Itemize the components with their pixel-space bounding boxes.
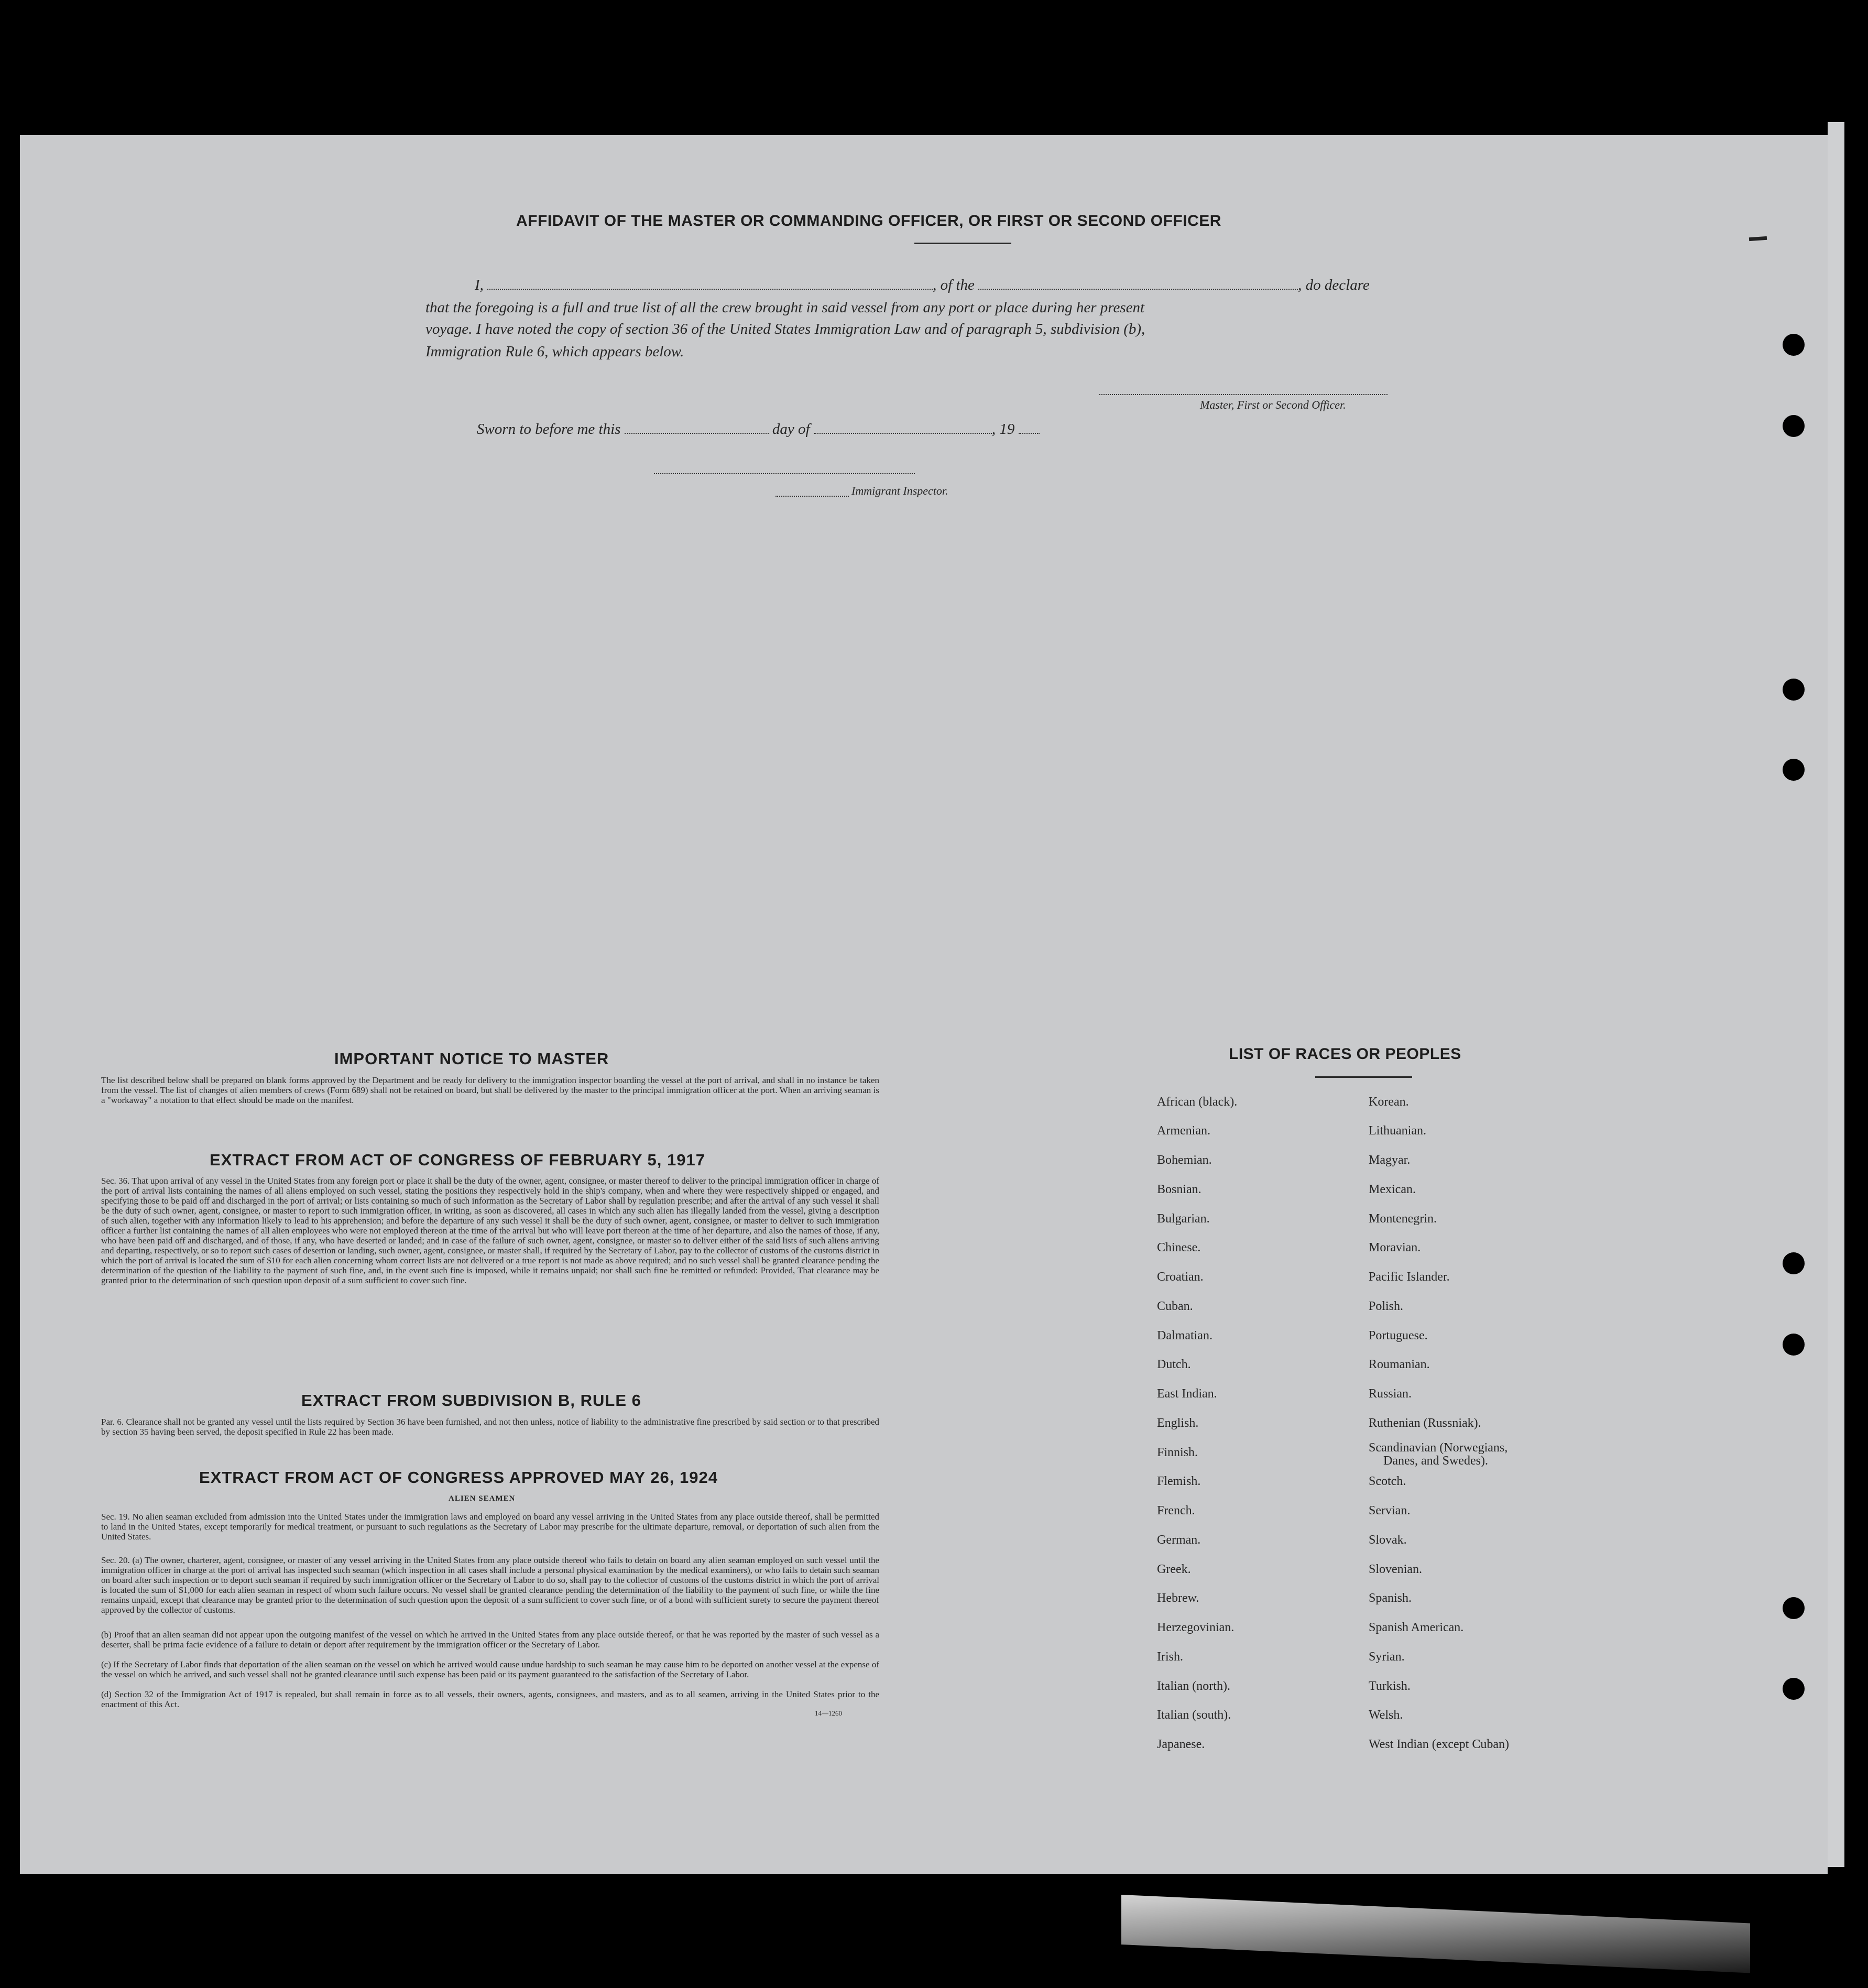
races-heading-rule: [1315, 1076, 1412, 1078]
act-1924-sec20a-text: Sec. 20. (a) The owner, charterer, agent, consignee, or master of any vessel arriving in the United States from any place outside thereof who fails to detain on board any alien seaman employed on such vessel until the immigration officer in charge at the port of arrival has inspected such seaman (which inspection in all cases shall include a personal physical examination by the medical examiners), or who fails to detain such seaman on board after such inspection or to deport such seaman if required by such immigration officer or the Secretary of Labor to do so, shall pay to the collector of customs of the customs district in which the port of arrival is located the sum of $1,000 for each alien seaman in respect of whom such failure occurs. No vessel shall be granted clearance pending the determination of the liability to the payment of such fine, or while the fine remains unpaid, except that clearance may be granted prior to the determination of such question upon the deposit of a sum sufficient to cover such fine, or of a bond with sufficient surety to secure the payment thereof approved by the collector of customs.: [101, 1555, 879, 1615]
rule-6-heading: EXTRACT FROM SUBDIVISION B, RULE 6: [301, 1391, 641, 1410]
race-item: Pacific Islander.: [1369, 1270, 1450, 1284]
vessel-name-blank[interactable]: [978, 288, 1298, 290]
race-item: Portuguese.: [1369, 1329, 1428, 1342]
declarant-name-blank[interactable]: [487, 288, 933, 290]
race-item: Welsh.: [1369, 1708, 1403, 1722]
race-item: Russian.: [1369, 1387, 1412, 1401]
race-item: Bulgarian.: [1157, 1212, 1210, 1226]
binder-hole-icon: [1783, 1252, 1805, 1274]
master-signature-caption: Master, First or Second Officer.: [1200, 398, 1346, 411]
race-item: German.: [1157, 1533, 1201, 1547]
race-item: Servian.: [1369, 1504, 1411, 1517]
races-heading: LIST OF RACES OR PEOPLES: [1229, 1045, 1461, 1063]
race-item: Polish.: [1369, 1299, 1404, 1313]
race-item: Bosnian.: [1157, 1183, 1201, 1196]
affidavit-heading: AFFIDAVIT OF THE MASTER OR COMMANDING OFFICER, OR FIRST OR SECOND OFFICER: [516, 212, 1221, 230]
race-item: Armenian.: [1157, 1124, 1210, 1138]
inspector-caption: Immigrant Inspector.: [851, 484, 948, 497]
sworn-year-blank[interactable]: [1019, 432, 1040, 434]
race-item: Mexican.: [1369, 1183, 1416, 1196]
binder-hole-icon: [1783, 759, 1805, 781]
alien-seamen-subheading: ALIEN SEAMEN: [449, 1494, 516, 1503]
inspector-signature-lead: [775, 496, 849, 497]
binder-hole-icon: [1783, 334, 1805, 356]
affidavit-line-4: Immigration Rule 6, which appears below.: [425, 343, 684, 360]
race-item: Montenegrin.: [1369, 1212, 1437, 1226]
page-edge-sliver: [1121, 1895, 1750, 1973]
race-item: West Indian (except Cuban): [1369, 1738, 1509, 1751]
binder-hole-icon: [1783, 1678, 1805, 1700]
binder-hole-icon: [1783, 679, 1805, 701]
race-item: Flemish.: [1157, 1474, 1201, 1488]
year-label: , 19: [991, 421, 1015, 438]
race-item: Herzegovinian.: [1157, 1621, 1235, 1634]
sworn-label: Sworn to before me this: [477, 421, 621, 438]
race-item: Japanese.: [1157, 1738, 1205, 1751]
form-number: 14—1260: [815, 1709, 842, 1717]
race-item: East Indian.: [1157, 1387, 1217, 1401]
race-item: Dutch.: [1157, 1358, 1191, 1371]
faint-margin-notation: [115, 311, 157, 330]
day-of-label: day of: [772, 421, 810, 438]
rule-6-text: Par. 6. Clearance shall not be granted any vessel until the lists required by Section 36 have been furnished, and not then unless, notice of liability to the administrative fine prescribed by said section or to that prescribed by section 35 having been served, the deposit specified in Rule 22 has been made.: [101, 1417, 879, 1437]
race-item: Korean.: [1369, 1095, 1409, 1109]
race-item: Magyar.: [1369, 1153, 1411, 1167]
act-1917-heading: EXTRACT FROM ACT OF CONGRESS OF FEBRUARY 5, 1917: [210, 1151, 705, 1169]
race-item: Turkish.: [1369, 1679, 1411, 1693]
race-item: Syrian.: [1369, 1650, 1405, 1664]
act-1924-sec20b-text: (b) Proof that an alien seaman did not appear upon the outgoing manifest of the vessel on which he arrived in the United States from any place outside thereof, or that he was reported by the master of such vessel as a deserter, shall be prima facie evidence of a failure to detain or deport after requirement by the immigration officer or the Secretary of Labor.: [101, 1630, 879, 1650]
master-signature-line[interactable]: [1099, 394, 1388, 395]
race-item: Lithuanian.: [1369, 1124, 1426, 1138]
race-item: Spanish American.: [1369, 1621, 1464, 1634]
sworn-day-blank[interactable]: [625, 432, 769, 434]
race-item: Moravian.: [1369, 1241, 1421, 1254]
race-item: Italian (south).: [1157, 1708, 1231, 1722]
of-the-label: , of the: [933, 277, 975, 293]
act-1924-sec20c-text: (c) If the Secretary of Labor finds that deportation of the alien seaman on the vessel on which he arrived would cause undue hardship to such seaman he may cause him to be deported on another vessel at the expense of the vessel on which he arrived, and such vessel shall not be granted clearance until such expense has been paid or its payment guaranteed to the satisfaction of the Secretary of Labor.: [101, 1659, 879, 1679]
race-item: Italian (north).: [1157, 1679, 1230, 1693]
affidavit-heading-rule: [914, 243, 1011, 244]
sworn-line: [477, 422, 1040, 437]
binder-hole-icon: [1783, 1597, 1805, 1619]
race-item: Scandinavian (Norwegians,: [1369, 1441, 1508, 1455]
act-1924-sec20d-text: (d) Section 32 of the Immigration Act of 1917 is repealed, but shall remain in force as to all vessels, their owners, agents, consignees, and masters, and as to all seamen, arriving in the United States prior to the enactment of this Act.: [101, 1689, 879, 1709]
race-item: Slovenian.: [1369, 1563, 1422, 1576]
binder-hole-icon: [1783, 1334, 1805, 1356]
act-1924-heading: EXTRACT FROM ACT OF CONGRESS APPROVED MAY 26, 1924: [199, 1468, 718, 1487]
race-item: Bohemian.: [1157, 1153, 1212, 1167]
race-item: Roumanian.: [1369, 1358, 1430, 1371]
race-item: Chinese.: [1157, 1241, 1201, 1254]
sworn-month-blank[interactable]: [814, 432, 992, 434]
race-item: Irish.: [1157, 1650, 1183, 1664]
race-item: Slovak.: [1369, 1533, 1407, 1547]
race-item: Greek.: [1157, 1563, 1191, 1576]
notice-heading: IMPORTANT NOTICE TO MASTER: [334, 1050, 609, 1068]
race-item: French.: [1157, 1504, 1195, 1517]
binder-hole-icon: [1783, 415, 1805, 437]
act-1924-sec19-text: Sec. 19. No alien seaman excluded from admission into the United States under the immigration laws and employed on board any vessel arriving in the United States from any place outside thereof, shall be permitted to land in the United States, except temporarily for medical treatment, or pursuant to such regulations as the Secretary of Labor may prescribe for the ultimate departure, removal, or deportation of such alien from the United States.: [101, 1512, 879, 1542]
race-item: Ruthenian (Russniak).: [1369, 1416, 1481, 1430]
affidavit-line-2: that the foregoing is a full and true list of all the crew brought in said vessel from any port or place during her present: [425, 299, 1145, 316]
declarant-label: I,: [475, 277, 484, 293]
race-item: Finnish.: [1157, 1446, 1198, 1459]
page-edge-strip: [1828, 122, 1844, 1867]
race-item: Cuban.: [1157, 1299, 1193, 1313]
race-item: English.: [1157, 1416, 1199, 1430]
inspector-signature-line[interactable]: [654, 473, 915, 474]
affidavit-line-1: [475, 278, 1370, 293]
notice-text: The list described below shall be prepared on blank forms approved by the Department and be ready for delivery to the immigration inspector boarding the vessel at the port of arrival, and shall in no instance be taken from the vessel. The list of changes of alien members of crews (Form 689) shall not be retained on board, but shall be delivered by the master to the principal immigration officer at the port. When an arriving seaman is a "workaway" a notation to that effect should be made on the manifest.: [101, 1075, 879, 1105]
race-item: Dalmatian.: [1157, 1329, 1212, 1342]
affidavit-line-3: voyage. I have noted the copy of section 36 of the United States Immigration Law and of paragraph 5, subdivision (b),: [425, 321, 1145, 337]
race-item: Hebrew.: [1157, 1591, 1199, 1605]
race-item: Croatian.: [1157, 1270, 1204, 1284]
act-1917-text: Sec. 36. That upon arrival of any vessel in the United States from any foreign port or place it shall be the duty of the owner, agent, consignee, or master thereof to deliver to the principal immigration officer in charge of the port of arrival lists containing the names of all aliens employed on such vessel, stating the positions they respectively hold in the ship's company, when and where they were respectively shipped or engaged, and specifying those to be paid off and discharged in the port of arrival; or lists containing so much of such information as the Secretary of Labor shall by regulation prescribe; and after the arrival of any such vessel it shall be the duty of such owner, agent, consignee, or master to report to such immigration officer, in writing, as soon as discovered, all cases in which any such alien has illegally landed from the vessel, giving a description of such alien, together with any information likely to lead to his apprehension; and before the departure of any such vessel it shall be the duty of such owner, agent, consignee, or master to deliver to such immigration officer a further list containing the names of all alien employees who were not employed thereon at the time of the arrival but who will leave port thereon at the time of her departure, and also the names of those, if any, who have been paid off and discharged, and of those, if any, who have deserted or landed; and in case of the failure of such owner, agent, consignee, or master so to deliver either of the said lists of such aliens arriving and departing, respectively, or so to report such cases of desertion or landing, such owner, agent, consignee, or master shall, if required by the Secretary of Labor, pay to the collector of customs of the customs district in which the port of arrival is located the sum of $10 for each alien concerning whom correct lists are not delivered or a true report is not made as above required; and no such vessel shall be granted clearance pending the determination of the question of the liability to the payment of such fine, and, in the event such fine is imposed, while it remains unpaid; nor shall such fine be remitted or refunded: Provided, That clearance may be granted prior to the determination of such question upon deposit of a sum sufficient to cover such fine.: [101, 1176, 879, 1285]
race-item: Scotch.: [1369, 1474, 1406, 1488]
do-declare-label: , do declare: [1298, 277, 1370, 293]
race-item: Spanish.: [1369, 1591, 1412, 1605]
race-item: African (black).: [1157, 1095, 1238, 1109]
race-item: Danes, and Swedes).: [1383, 1454, 1488, 1468]
